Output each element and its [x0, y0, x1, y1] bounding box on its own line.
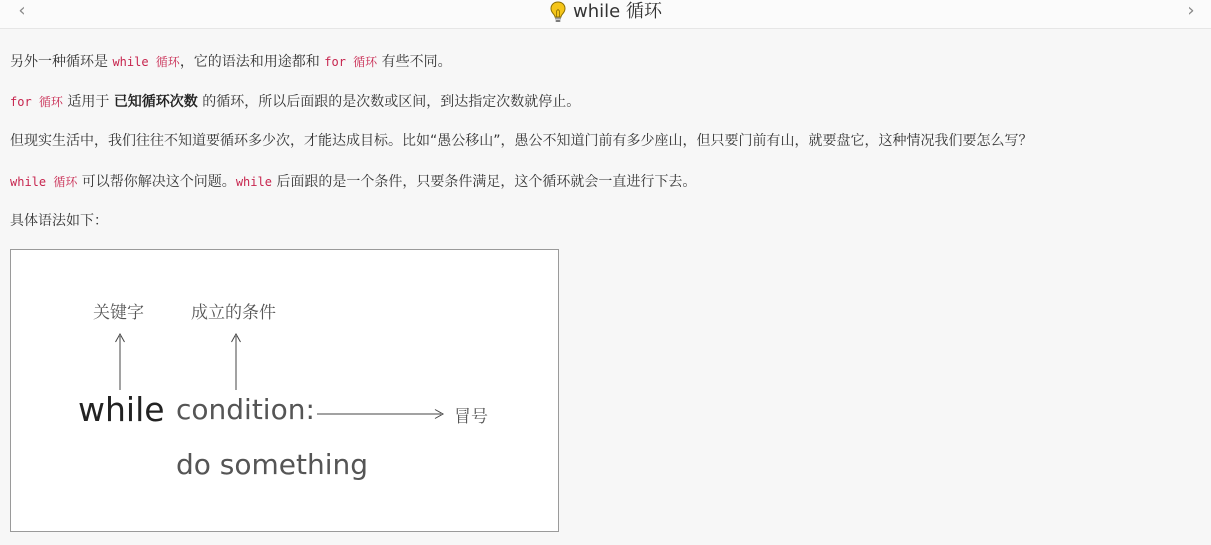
inline-code: while 循环	[10, 175, 78, 189]
lightbulb-icon	[549, 1, 567, 23]
bold-text: 已知循环次数	[113, 94, 198, 110]
paragraph-4	[10, 171, 696, 193]
text-span: 有些不同。	[377, 54, 452, 70]
keyword-while: while	[78, 390, 165, 429]
condition-text: condition:	[176, 393, 315, 426]
inline-code: for 循环	[324, 55, 378, 69]
label-condition: 成立的条件	[191, 303, 276, 323]
label-keyword: 关键字	[93, 303, 144, 323]
page-title	[0, 0, 1211, 24]
text-span: ，它的语法和用途都和	[179, 54, 325, 70]
chevron-left-icon[interactable]: ‹	[18, 0, 26, 21]
top-bar	[0, 0, 1211, 29]
inline-code: while 循环	[112, 55, 180, 69]
text-span: 可以帮你解决这个问题。	[77, 174, 236, 190]
text-span: 后面跟的是一个条件，只要条件满足，这个循环就会一直进行下去。	[271, 174, 697, 190]
label-colon: 冒号	[454, 407, 488, 427]
inline-code: for 循环	[10, 95, 63, 109]
while-syntax-diagram	[10, 249, 559, 532]
text-span: 的循环，所以后面跟的是次数或区间，到达指定次数就停止。	[197, 94, 581, 110]
text-span: 具体语法如下：	[10, 213, 108, 229]
paragraph-5	[10, 210, 108, 232]
text-span: 但现实生活中，我们往往不知道要循环多少次，才能达成目标。比如“愚公移山”，愚公不知道门前有多少座山，但只要门前有山，就要盘它，这种情况我们要怎么写？	[10, 133, 1033, 149]
paragraph-3	[10, 130, 1033, 152]
chevron-right-icon[interactable]: ›	[1187, 0, 1195, 21]
body-text: do something	[176, 448, 369, 481]
text-span: 另外一种循环是	[10, 54, 113, 70]
paragraph-2	[10, 91, 580, 113]
text-span: 适用于	[62, 94, 114, 110]
paragraph-1	[10, 51, 452, 73]
inline-code: while	[235, 175, 272, 189]
page-title-text: while 循环	[573, 1, 662, 22]
